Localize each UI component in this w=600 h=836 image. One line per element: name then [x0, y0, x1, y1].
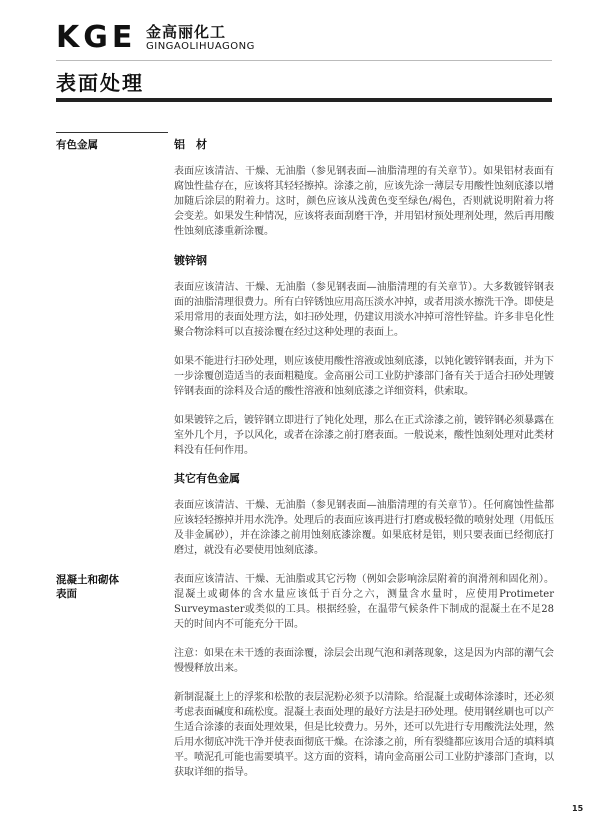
header-rule	[56, 60, 552, 61]
page-number: 15	[572, 804, 584, 813]
paragraph: 新制混凝土上的浮浆和松散的表层泥粉必须予以清除。给混凝土或砌体涂漆时，还必须考虑表面碱度和疏松度。混凝土表面处理的最好方法是扫砂处理。使用钢丝刷也可以产生适合涂漆的表面处理效果，但是比较费力。另外，还可以先进行专用酸洗法处理，然后用水彻底冲洗干净并使表面彻底干燥。在涂漆之前，所有裂缝都应该用合适的填料填平。喷泥孔可能也需要填平。这方面的资料，请向金高丽公司工业防护漆部门查询，以获取详细的指导。	[174, 692, 554, 778]
logo-letters: KGE	[56, 20, 137, 55]
paragraph: 如果不能进行扫砂处理，则应该使用酸性溶液或蚀刻底漆，以钝化镀锌钢表面，并为下一步涂覆创造适当的表面粗糙度。金高丽公司工业防护漆部门备有关于适合扫砂处理镀锌钢表面的涂料及合适的酸性溶液和蚀刻底漆之详细资料，供索取。	[174, 356, 554, 397]
subsection-galvanized-steel	[174, 254, 554, 458]
side-label-concrete: 混凝土和砌体表面	[56, 574, 119, 600]
subsection-aluminium	[174, 138, 554, 239]
subsection-heading: 镀锌钢	[174, 254, 207, 267]
logo-chinese-name: 金高丽化工	[146, 23, 227, 41]
paragraph: 表面应该清洁、干燥、无油脂（参见钢表面—油脂清理的有关章节）。大多数镀锌钢表面的油脂清理很费力。所有白锌锈蚀应用高压淡水冲掉，或者用淡水擦洗干净。即使是采用常用的表面处理方法，如扫砂处理，仍建议用淡水冲掉可溶性锌盐。许多非皂化性聚合物涂料可以直接涂覆在经过这种处理的表面上。	[174, 282, 554, 338]
subsection-heading: 铝 材	[174, 138, 207, 151]
side-column-rule	[56, 132, 168, 133]
paragraph: 表面应该清洁、干燥、无油脂（参见钢表面—油脂清理的有关章节）。如果铝材表面有腐蚀性盐存在，应该将其轻轻擦掉。涂漆之前，应该先涂一薄层专用酸性蚀刻底漆以增加随后涂层的附着力。这时，颜色应该从浅黄色变至绿色/褐色，否则就说明附着力将会变差。如果发生种情况，应该将表面刮磨干净，并用铝材预处理剂处理，然后再用酸性蚀刻底漆重新涂覆。	[174, 166, 554, 237]
page-title: 表面处理	[56, 71, 144, 95]
paragraph: 表面应该清洁、干燥、无油脂（参见钢表面—油脂清理的有关章节）。任何腐蚀性盐都应该轻轻擦掉并用水洗净。处理后的表面应该再进行打磨或极轻微的喷射处理（用低压及非金属砂），并在涂漆之前用蚀刻底漆涂覆。如果底材是铝，则只要表面已经彻底打磨过，就没有必要使用蚀刻底漆。	[174, 500, 554, 556]
paragraph: 如果镀锌之后，镀锌钢立即进行了钝化处理，那么在正式涂漆之前，镀锌钢必须暴露在室外几个月，予以风化，或者在涂漆之前打磨表面。一般说来，酸性蚀刻处理对此类材料没有任何作用。	[174, 415, 554, 456]
subsection-concrete	[174, 572, 554, 780]
subsection-heading: 其它有色金属	[174, 472, 240, 485]
subsection-other-nonferrous	[174, 472, 554, 558]
paragraph: 表面应该清洁、干燥、无油脂或其它污物（例如会影响涂层附着的润滑剂和固化剂）。混凝土或砌体的含水量应该低于百分之六，测量含水量时，应使用Protimeter Surveymaster或类似的工具。根据经验，在温带气候条件下制成的混凝土在不足28天的时间内不可能充分干固。	[174, 574, 554, 630]
title-underline	[56, 98, 552, 102]
side-label-nonferrous: 有色金属	[56, 139, 98, 151]
note-paragraph: 注意：如果在未干透的表面涂覆，涂层会出现气泡和剥落现象，这是因为内部的潮气会慢慢释放出来。	[174, 648, 554, 674]
logo-english-name: GINGAOLIHUAGONG	[146, 41, 255, 52]
